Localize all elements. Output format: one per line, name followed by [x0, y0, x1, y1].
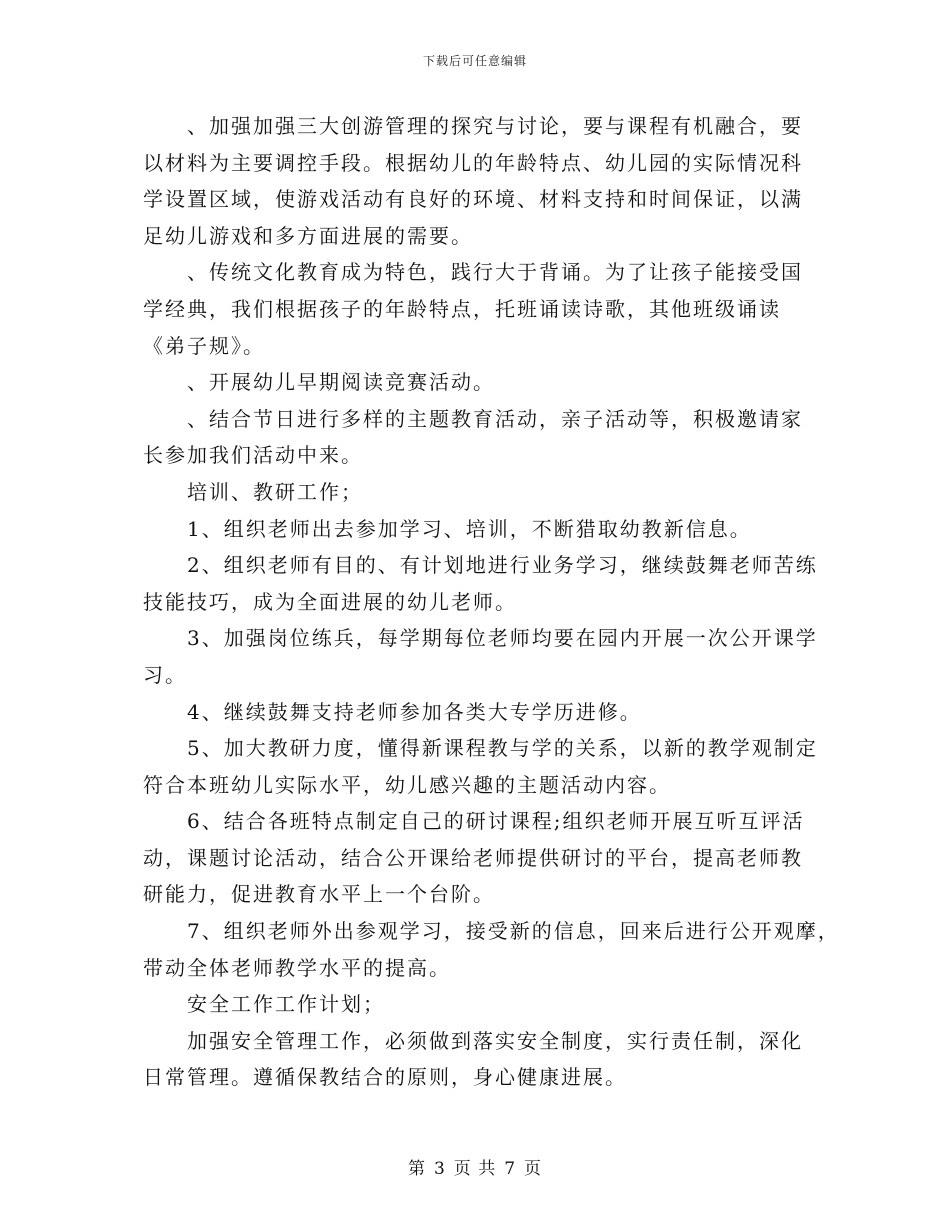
text-line: 安全工作工作计划；: [187, 992, 385, 1017]
footer-label-mid: 页 共: [453, 1159, 497, 1179]
text-line: 5、加大教研力度，懂得新课程教与学的关系，以新的教学观制定: [187, 736, 818, 761]
text-line: 习。: [143, 662, 187, 687]
page-header: 下载后可任意编辑: [422, 54, 527, 68]
footer-label-pre: 第: [407, 1159, 426, 1179]
text-line: 6、结合各班特点制定自己的研讨课程;组织老师开展互听互评活: [187, 809, 805, 834]
text-line: 、开展幼儿早期阅读竞赛活动。: [187, 370, 495, 395]
text-line: 2、组织老师有目的、有计划地进行业务学习，继续鼓舞老师苦练: [187, 553, 818, 578]
footer-current-page: 3: [433, 1159, 446, 1179]
footer-total-pages: 7: [504, 1159, 517, 1179]
footer-label-post: 页: [524, 1159, 543, 1179]
text-line: 7、组织老师外出参观学习，接受新的信息，回来后进行公开观摩，: [187, 919, 840, 944]
text-line: 带动全体老师教学水平的提高。: [143, 955, 451, 980]
text-line: 加强安全管理工作，必须做到落实安全制度，实行责任制，深化: [187, 1028, 803, 1053]
text-line: 、传统文化教育成为特色，践行大于背诵。为了让孩子能接受国: [187, 260, 803, 285]
text-line: 、加强加强三大创游管理的探究与讨论，要与课程有机融合，要: [187, 114, 803, 138]
text-line: 符合本班幼儿实际水平，幼儿感兴趣的主题活动内容。: [143, 772, 671, 797]
text-line: 动，课题讨论活动，结合公开课给老师提供研讨的平台，提高老师教: [143, 845, 803, 870]
text-line: 3、加强岗位练兵，每学期每位老师均要在园内开展一次公开课学: [187, 626, 818, 651]
text-line: 《弟子规》。: [143, 333, 265, 358]
text-line: 1、组织老师出去参加学习、培训，不断猎取幼教新信息。: [187, 516, 752, 541]
text-line: 、结合节日进行多样的主题教育活动，亲子活动等，积极邀请家: [187, 406, 803, 431]
text-line: 培训、教研工作；: [187, 479, 363, 504]
document-body: [143, 108, 840, 1096]
text-line: 技能技巧，成为全面进展的幼儿老师。: [143, 589, 517, 614]
text-line: 研能力，促进教育水平上一个台阶。: [143, 882, 495, 907]
text-line: 日常管理。遵循保教结合的原则，身心健康进展。: [143, 1065, 627, 1090]
text-line: 长参加我们活动中来。: [143, 443, 363, 468]
text-line: 4、继续鼓舞支持老师参加各类大专学历进修。: [187, 699, 642, 724]
text-line: 以材料为主要调控手段。根据幼儿的年龄特点、幼儿园的实际情况科: [143, 150, 803, 175]
page-footer: [0, 1154, 950, 1179]
text-line: 足幼儿游戏和多方面进展的需要。: [143, 223, 473, 248]
text-line: 学设置区域，使游戏活动有良好的环境、材料支持和时间保证，以满: [143, 187, 803, 212]
text-line: 学经典，我们根据孩子的年龄特点，托班诵读诗歌，其他班级诵读: [143, 296, 781, 321]
